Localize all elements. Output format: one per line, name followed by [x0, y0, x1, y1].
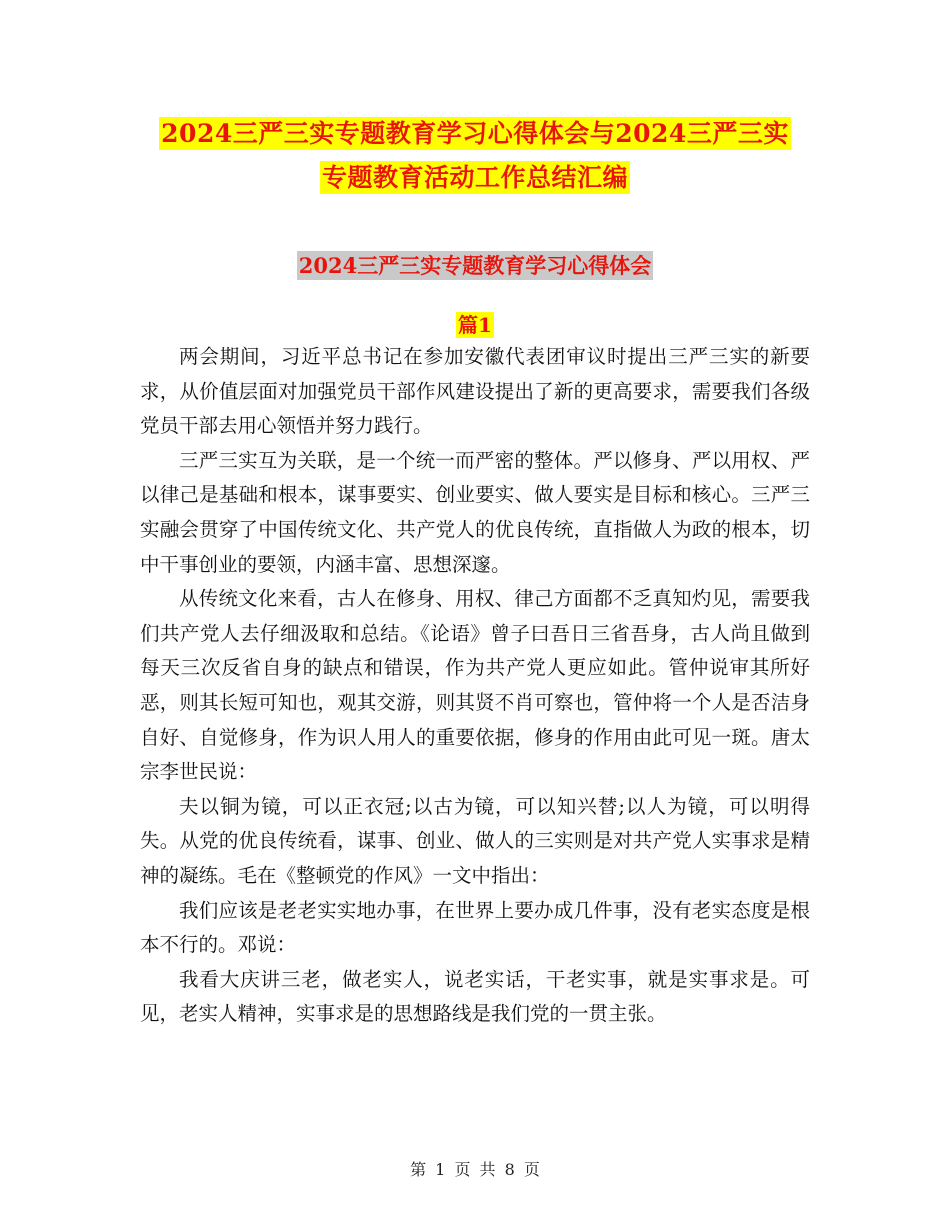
page-footer: 第 1 页 共 8 页 [410, 1160, 540, 1179]
section-title-text: 2024三严三实专题教育学习心得体会 [298, 253, 652, 278]
document-title-line-2 [0, 158, 950, 194]
document-title-line-2-text: 专题教育活动工作总结汇编 [321, 163, 628, 192]
body-paragraph: 两会期间，习近平总书记在参加安徽代表团审议时提出三严三实的新要求，从价值层面对加强党员干部作风建设提出了新的更高要求，需要我们各级党员干部去用心领悟并努力践行。 [140, 345, 810, 438]
document-title-line-1-text: 2024三严三实专题教育学习心得体会与2024三严三实 [161, 119, 789, 148]
body-paragraph: 夫以铜为镜，可以正衣冠;以古为镜，可以知兴替;以人为镜，可以明得失。从党的优良传统看，谋事、创业、做人的三实则是对共产党人实事求是精神的凝练。毛在《整顿党的作风》一文中指出： [140, 794, 810, 887]
body-paragraph: 我们应该是老老实实地办事，在世界上要办成几件事，没有老实态度是根本不行的。邓说： [140, 898, 810, 957]
document-body [140, 340, 810, 1032]
body-paragraph: 我看大庆讲三老，做老实人，说老实话，干老实事，就是实事求是。可见，老实人精神，实事求是的思想路线是我们党的一贯主张。 [140, 967, 810, 1026]
body-paragraph: 三严三实互为关联，是一个统一而严密的整体。严以修身、严以用权、严以律己是基础和根本，谋事要实、创业要实、做人要实是目标和核心。三严三实融会贯穿了中国传统文化、共产党人的优良传统，直指做人为政的根本，切中干事创业的要领，内涵丰富、思想深邃。 [140, 448, 810, 576]
part-label-text: 篇1 [458, 313, 492, 337]
section-title [0, 250, 950, 280]
document-title-line-1 [0, 114, 950, 150]
part-label [0, 309, 950, 338]
body-paragraph: 从传统文化来看，古人在修身、用权、律己方面都不乏真知灼见，需要我们共产党人去仔细汲取和总结。《论语》曾子曰吾日三省吾身，古人尚且做到每天三次反省自身的缺点和错误，作为共产党人更应如此。管仲说审其所好恶，则其长短可知也，观其交游，则其贤不肖可察也，管仲将一个人是否洁身自好、自觉修身，作为识人用人的重要依据，修身的作用由此可见一斑。唐太宗李世民说： [140, 587, 810, 784]
